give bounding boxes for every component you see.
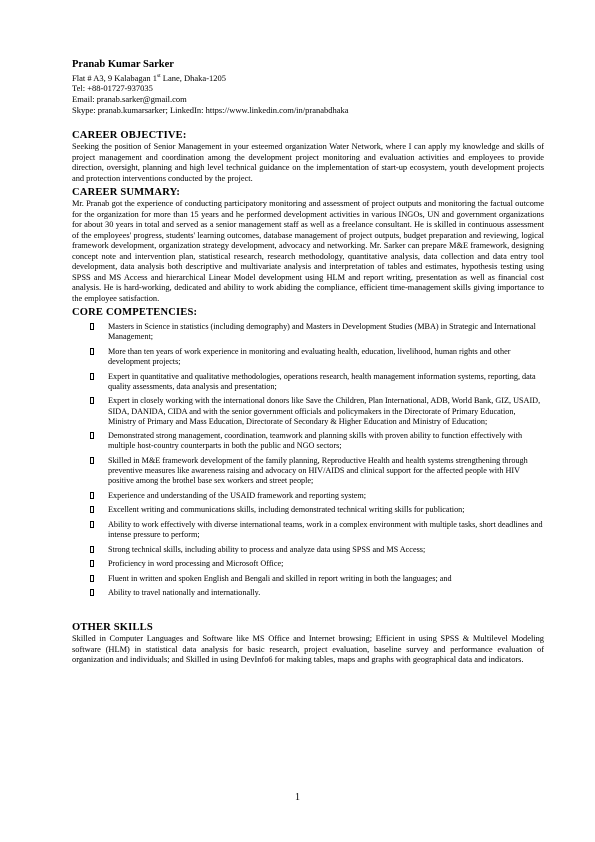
list-item-text: Skilled in M&E framework development of the family planning, Reproductive Health and health systems strengthening through preventive measures like awareness raising and advocacy on HIV/AIDS and clinical support for the affected people with HIV positive among the brothel base sex workers and street people; [108, 455, 528, 486]
list-item-text: Strong technical skills, including ability to process and analyze data using SPSS and MS Access; [108, 544, 426, 554]
skype-linkedin-line: Skype: pranab.kumarsarker; LinkedIn: https://www.linkedin.com/in/pranabdhaka [72, 104, 349, 115]
career-summary-heading: CAREER SUMMARY: [72, 187, 181, 199]
list-item [72, 431, 544, 451]
bullet-box-icon [90, 373, 94, 380]
bullet-box-icon [90, 506, 94, 513]
bullet-box-icon [90, 432, 94, 439]
list-item-text: Ability to work effectively with diverse international teams, work in a complex environment with multiple tasks, short deadlines and intense pressure to perform; [108, 519, 543, 540]
candidate-name: Pranab Kumar Sarker [72, 59, 174, 70]
bullet-box-icon [90, 348, 94, 355]
list-item [72, 588, 544, 598]
resume-page [72, 58, 544, 666]
bullet-box-icon [90, 546, 94, 553]
telephone-line: Tel: +88-01727-937035 [72, 83, 153, 94]
address-text: Flat # A3, 9 Kalabagan 1 [72, 72, 157, 83]
list-item [72, 347, 544, 367]
list-item [72, 322, 544, 342]
list-item [72, 574, 544, 584]
career-objective-heading: CAREER OBJECTIVE: [72, 130, 187, 142]
list-item [72, 372, 544, 392]
list-item [72, 559, 544, 569]
bullet-box-icon [90, 457, 94, 464]
bullet-box-icon [90, 323, 94, 330]
list-item [72, 520, 544, 540]
contact-block [72, 58, 544, 115]
list-item-text: Proficiency in word processing and Microsoft Office; [108, 559, 284, 569]
core-competencies-list [72, 322, 544, 598]
bullet-box-icon [90, 589, 94, 596]
career-summary-text: Mr. Pranab got the experience of conducting participatory monitoring and assessment of project outputs and monitoring the factual outcome for the organization for more than 15 years and he performed development activities in various INGOs, UN and government organizations for about 30 years in total and served as a senior management staff as well as a freelance consultant. He is skilled in continuous assessment of the employees' progress, students' learning outcomes, database management of project outputs, budget preparation and reviewing, logical framework development, organization strategy development, advocacy and networking. Mr. Sarker can prepare M&E framework, designing concept note and intervention plan, statistical research, research methodology, quantitative analysis, data collection and data entry tool development, data analysis both descriptive and multivariate analysis and interpretation of tables and estimates, hypothesis testing using SPSS and MS Access and hierarchical Linear Model development using HLM and report writing, presentation as well as financial cost analysis. He is hard-working, dedicated and ability to work abiding the compliance, efficient time-management skills giving importance to the employee satisfaction. [72, 199, 544, 303]
bullet-box-icon [90, 575, 94, 582]
list-item [72, 456, 544, 487]
list-item-text: Fluent in written and spoken English and Bengali and skilled in report writing in both the languages; and [108, 573, 452, 583]
other-skills-text: Skilled in Computer Languages and Software like MS Office and Internet browsing; Efficient in using SPSS & Multilevel Modeling software (HLM) in statistical data analysis for basic research, project evaluation, baseline survey and performance evaluation of organization and individuals; and Skilled in using DevInfo6 for making tables, maps and graphs with geographical data and indicators. [72, 634, 544, 665]
address-line [72, 71, 544, 83]
list-item [72, 505, 544, 515]
list-item [72, 396, 544, 427]
bullet-box-icon [90, 521, 94, 528]
list-item-text: Masters in Science in statistics (including demography) and Masters in Development Studies (MBA) in Strategic and International Management; [108, 322, 536, 342]
career-objective-text: Seeking the position of Senior Management in your esteemed organization Water Network, where I can apply my knowledge and skills of project management and coordination among the development project monitoring and evaluation activities and employees to provide direction, oversight, planning and high level technical guidance on the implementation of start-up ecosystem, youth development projects and protection interventions conducted by the project. [72, 142, 544, 183]
list-item-text: Ability to travel nationally and internationally. [108, 588, 261, 598]
address-text-end: Lane, Dhaka-1205 [160, 72, 227, 83]
list-item-text: Excellent writing and communications skills, including demonstrated technical writing skills for publication; [108, 505, 465, 515]
bullet-box-icon [90, 560, 94, 567]
bullet-box-icon [90, 492, 94, 499]
list-item [72, 545, 544, 555]
list-item-text: More than ten years of work experience in monitoring and evaluating health, education, livelihood, human rights and other development projects; [108, 346, 511, 367]
core-competencies-heading: CORE COMPETENCIES: [72, 307, 198, 319]
page-number: 1 [295, 792, 300, 803]
list-item [72, 491, 544, 501]
other-skills-heading: OTHER SKILLS [72, 622, 153, 634]
list-item-text: Experience and understanding of the USAID framework and reporting system; [108, 490, 367, 500]
address-superscript: st [156, 73, 161, 79]
list-item-text: Demonstrated strong management, coordination, teamwork and planning skills with proven ability to function effectively with multiple host-country counterparts in both the public and NGO sectors; [108, 431, 523, 451]
email-line: Email: pranab.sarker@gmail.com [72, 94, 187, 105]
list-item-text: Expert in quantitative and qualitative methodologies, operations research, health management information systems, reporting, data quality assessments, data analysis and presentation; [108, 371, 536, 391]
list-item-text: Expert in closely working with the international donors like Save the Children, Plan International, ADB, World Bank, GIZ, USAID, SIDA, DANIDA, CIDA and with the senior government officials and policymakers in the Directorate of Primary Education, Ministry of Primary and Mass Education, Directorate of Secondary & Higher Education and Ministry of Education; [108, 396, 541, 426]
bullet-box-icon [90, 397, 94, 404]
